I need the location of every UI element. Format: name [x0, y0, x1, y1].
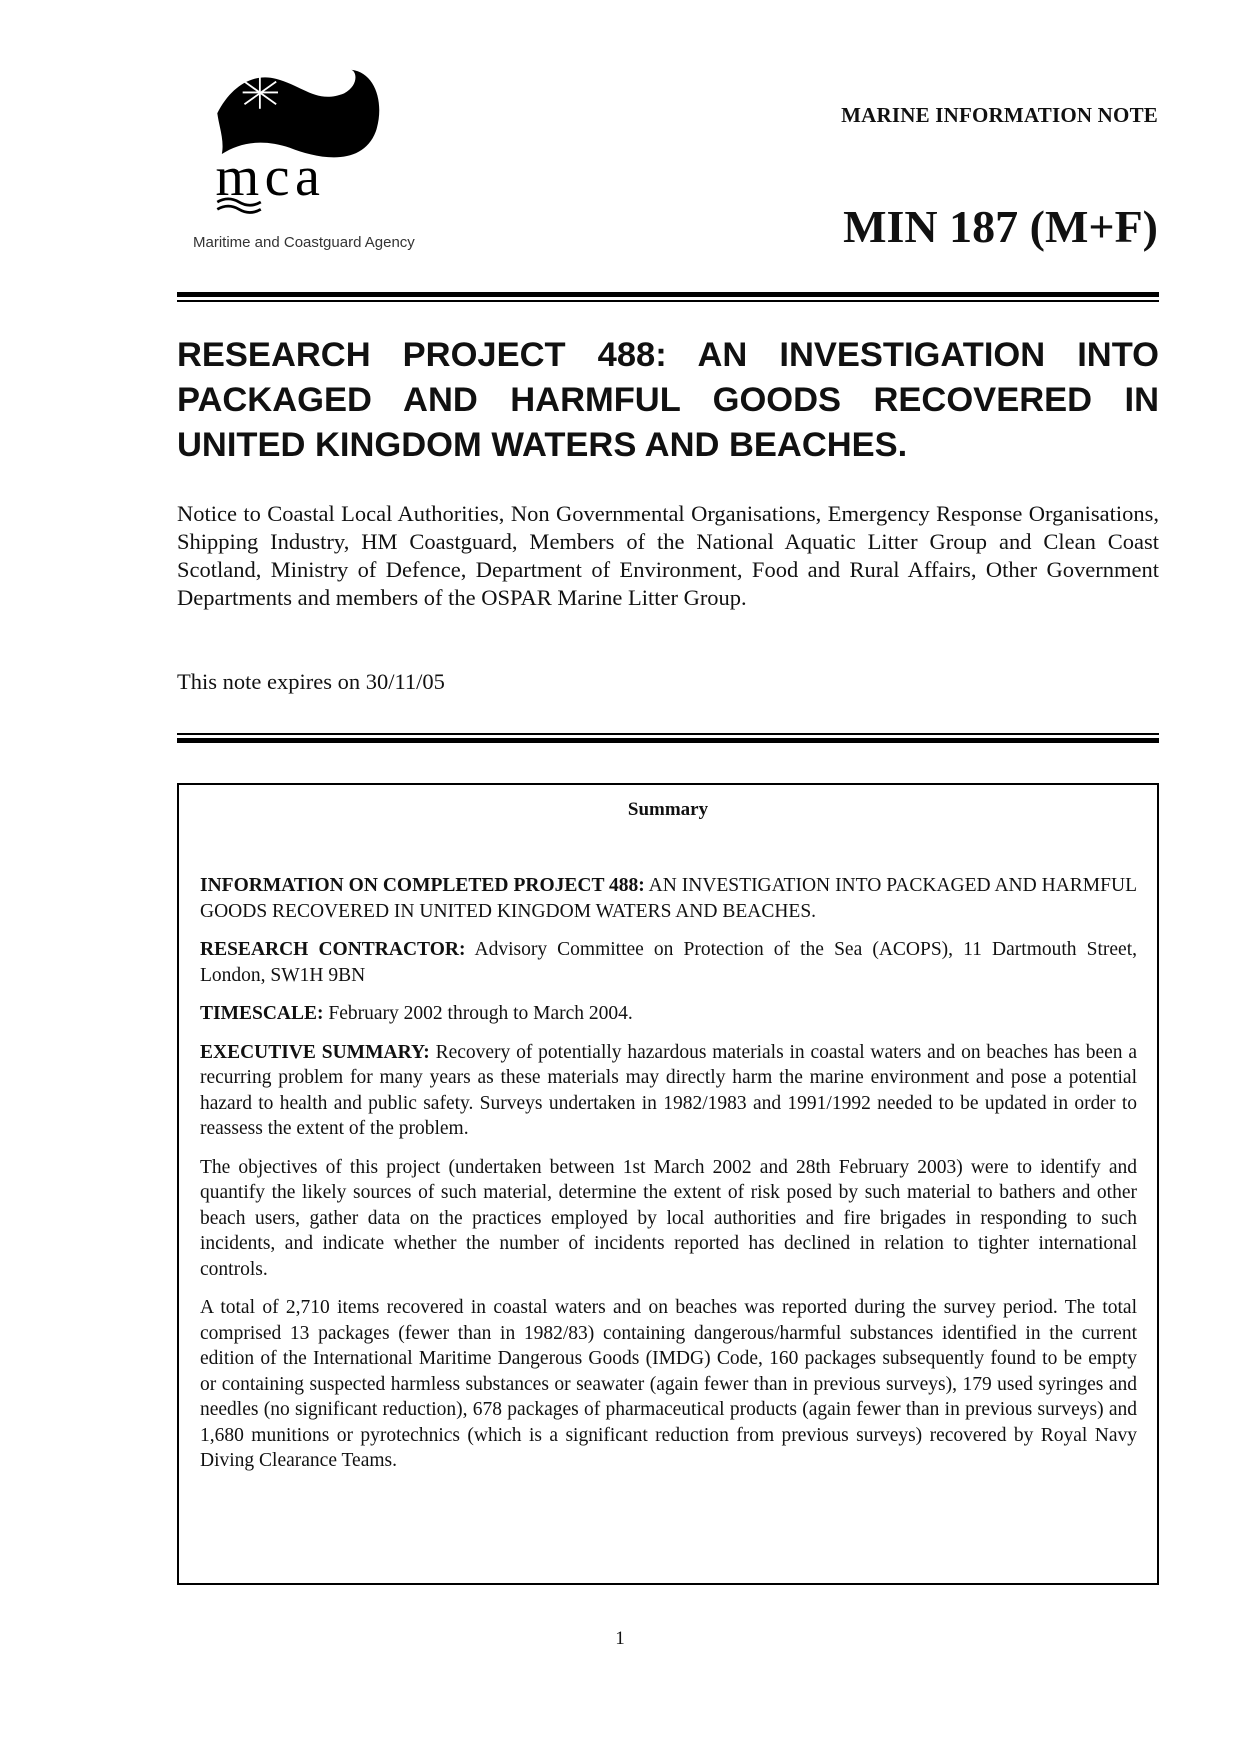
executive-summary-paragraph [200, 1040, 1137, 1142]
page-title [177, 333, 1159, 468]
summary-box [177, 783, 1159, 1585]
contractor-label: RESEARCH CONTRACTOR: [200, 939, 466, 960]
document-id: MIN 187 (M+F) [843, 201, 1158, 252]
section-divider [177, 733, 1159, 743]
info-paragraph [200, 873, 1137, 924]
info-text: AN INVESTIGATION INTO PACKAGED AND HARMFUL GOODS RECOVERED IN UNITED KINGDOM WATERS AND BEACHES. [200, 875, 1137, 922]
exec-text: Recovery of potentially hazardous materials in coastal waters and on beaches has been a recurring problem for many years as these materials may directly harm the marine environment and pose a potential hazard to health and public safety. Surveys undertaken in 1982/1983 and 1991/1992 needed to be updated in order to reassess the extent of the problem. [200, 1041, 1137, 1139]
flag-wave-shape [217, 70, 379, 158]
timescale-label: TIMESCALE: [200, 1003, 324, 1024]
timescale-paragraph [200, 1001, 1137, 1027]
page-number: 1 [615, 1628, 625, 1649]
document-type: MARINE INFORMATION NOTE [841, 103, 1158, 127]
title-line: RESEARCH PROJECT 488: AN INVESTIGATION INTO [177, 336, 1159, 374]
contractor-text: Advisory Committee on Protection of the Sea (ACOPS), 11 Dartmouth Street, London, SW1H 9BN [200, 939, 1137, 986]
exec-label: EXECUTIVE SUMMARY: [200, 1041, 430, 1063]
notice-paragraph: Notice to Coastal Local Authorities, Non Governmental Organisations, Emergency Response Organisations, Shipping Industry, HM Coastguard, Members of the National Aquatic Litter Group and Clean Coast Scotland, Ministry of Defence, Department of Environment, Food and Rural Affairs, Other Government Departments and members of the OSPAR Marine Litter Group. [177, 501, 1159, 610]
contractor-paragraph [200, 937, 1137, 988]
timescale-text: February 2002 through to March 2004. [323, 1003, 633, 1024]
logo-caption: Maritime and Coastguard Agency [193, 234, 415, 251]
expiry-note: This note expires on 30/11/05 [177, 669, 445, 694]
summary-heading: Summary [627, 799, 709, 820]
header-divider [177, 292, 1159, 302]
mca-logo [190, 68, 462, 222]
title-line: PACKAGED AND HARMFUL GOODS RECOVERED IN [177, 381, 1159, 419]
title-line: UNITED KINGDOM WATERS AND BEACHES. [177, 426, 908, 464]
logo-wordmark: mca [215, 145, 326, 208]
objectives-paragraph: The objectives of this project (undertaken between 1st March 2002 and 28th February 2003) were to identify and quantify the likely sources of such material, determine the extent of risk posed by such material to bathers and other beach users, gather data on the practices employed by local authorities and fire brigades in responding to such incidents, and indicate whether the number of incidents reported has declined in relation to tighter international controls. [200, 1156, 1137, 1280]
info-label: INFORMATION ON COMPLETED PROJECT 488: [200, 875, 645, 896]
summary-body [200, 873, 1137, 1487]
totals-paragraph: A total of 2,710 items recovered in coastal waters and on beaches was reported during the survey period. The total comprised 13 packages (fewer than in 1982/83) containing dangerous/harmful substances identified in the current edition of the International Maritime Dangerous Goods (IMDG) Code, 160 packages subsequently found to be empty or containing suspected harmless substances or seawater (again fewer than in previous surveys), 179 used syringes and needles (no significant reduction), 678 packages of pharmaceutical products (again fewer than in previous surveys) and 1,680 munitions or pyrotechnics (which is a significant reduction from previous surveys) recovered by Royal Navy Diving Clearance Teams. [200, 1297, 1137, 1471]
